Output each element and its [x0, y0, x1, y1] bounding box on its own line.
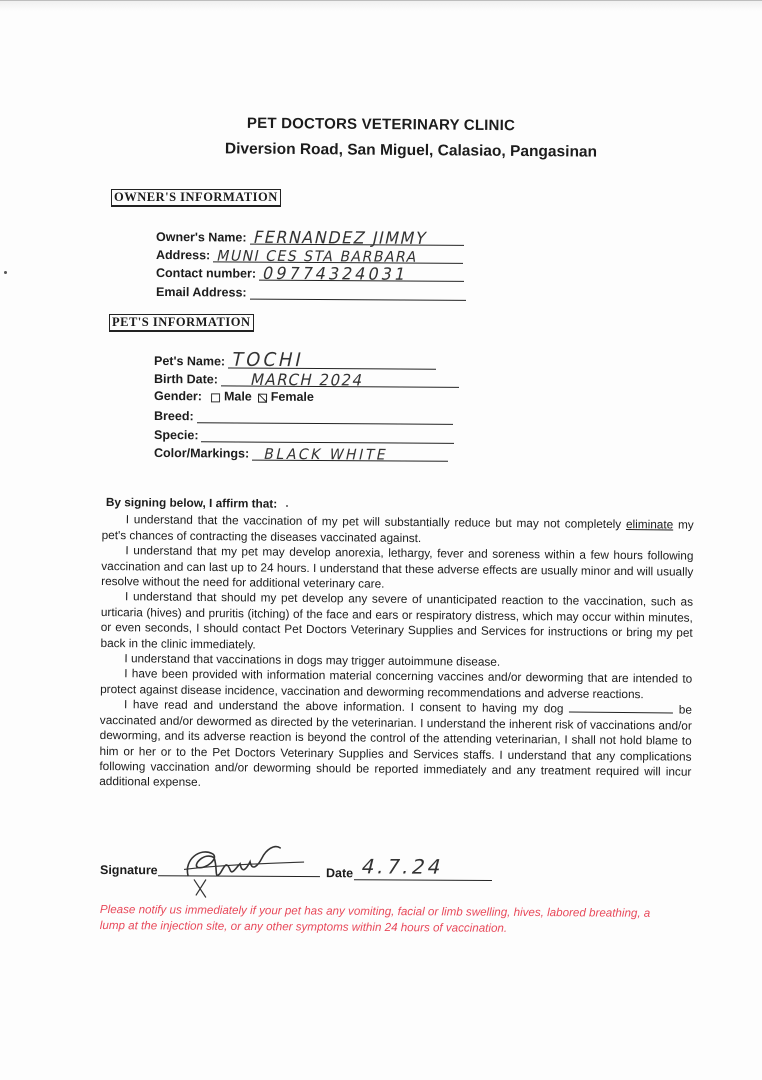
contact-label: Contact number: — [156, 266, 257, 281]
email-field[interactable] — [250, 284, 466, 301]
date-value: 4.7.24 — [358, 854, 447, 879]
female-option-label: Female — [270, 389, 314, 404]
contact-row — [156, 263, 464, 285]
birth-date-field[interactable] — [221, 370, 459, 390]
breed-label: Breed: — [154, 409, 194, 424]
handwritten-signature — [154, 839, 324, 900]
pet-name-row — [154, 348, 436, 372]
affirmation-p1-text-a: I understand that the vaccination of my pet will substantially reduce but may not completely — [125, 512, 627, 532]
address-label: Address: — [156, 248, 211, 263]
gender-label: Gender: — [154, 389, 203, 404]
affirmation-block — [99, 495, 694, 795]
breed-row — [154, 407, 453, 425]
male-option-label: Male — [223, 389, 252, 404]
birth-date-value: MARCH 2024 — [248, 370, 366, 390]
owner-name-value: FERNANDEZ JIMMY — [251, 227, 429, 249]
scan-speck — [4, 271, 7, 274]
male-checkbox[interactable] — [211, 393, 220, 402]
owner-name-label: Owner's Name: — [156, 230, 247, 245]
clinic-address: Diversion Road, San Miguel, Calasiao, Pangasinan — [224, 140, 598, 161]
affirmation-paragraph-4: I understand that vaccinations in dogs may trigger autoimmune disease. — [124, 651, 501, 669]
email-row — [156, 283, 466, 301]
date-line[interactable] — [354, 879, 492, 881]
address-row — [156, 246, 463, 264]
birth-date-row — [154, 370, 459, 388]
email-label: Email Address: — [156, 285, 247, 300]
address-field[interactable] — [213, 246, 463, 264]
affirmation-p6-text-a: I have read and understand the above information. I consent to having my dog — [123, 697, 570, 716]
affirmation-p1-underlined: eliminate — [625, 517, 674, 532]
affirmation-paragraph-2: I understand that my pet may develop anorexia, lethargy, fever and soreness within a few hours following vaccination and can last up to 24 hours. I understand that these adverse effects are usually minor and will usually resolve without the need for additional veterinary care. — [101, 543, 694, 591]
dog-name-blank[interactable] — [569, 702, 673, 714]
color-markings-label: Color/Markings: — [154, 446, 250, 461]
address-value: MUNI CES STA BARBARA — [215, 247, 420, 266]
contact-value: 09774324031 — [260, 263, 411, 285]
specie-field[interactable] — [201, 426, 454, 444]
owner-name-row — [156, 227, 464, 249]
pet-name-label: Pet's Name: — [154, 354, 226, 369]
signature-row — [99, 854, 500, 889]
affirmation-p6-text-b: be vaccinated and/or dewormed as directed by the veterinarian. I understand the inherent risk of vaccinations and/or deworming, and its adverse reaction is beyond the control of the attending veterinarian, I shall not hold blame to him or her or to the Pet Doctors Veterinary Supplies and Services staffs. I understand that any complications following vaccination and/or deworming should be reported immediately and any treatment required will incur additional expense. — [99, 702, 693, 790]
affirmation-paragraph-3: I understand that should my pet develop any severe of unanticipated reaction to the vaccination, such as urticaria (hives) and pruritis (itching) of the face and ears or respiratory distress, which may occur within minutes, or even seconds, I should contact Pet Doctors Veterinary Supplies and Services for instructions or bring my pet back in the clinic immediately. — [100, 589, 694, 652]
affirmation-intro: By signing below, I affirm that: — [105, 495, 278, 511]
color-markings-field[interactable] — [252, 445, 448, 462]
specie-label: Specie: — [154, 428, 199, 443]
affirmation-p1-text-b: my pet's chances of contracting the diseases vaccinated against. — [101, 517, 694, 545]
clinic-name: PET DOCTORS VETERINARY CLINIC — [246, 114, 516, 135]
pet-name-value: TOCHI — [229, 348, 307, 372]
post-vaccination-notice: Please notify us immediately if your pet has any vomiting, facial or limb swelling, hives, labored breathing, a lump at the injection site, or any other symptoms within 24 hours of vaccination. — [99, 903, 651, 935]
color-markings-value: BLACK WHITE — [262, 446, 390, 464]
color-markings-row — [154, 444, 448, 462]
affirmation-paragraph-6 — [99, 697, 692, 795]
owner-name-field[interactable] — [250, 227, 464, 249]
owner-section-title: OWNER'S INFORMATION — [111, 189, 281, 207]
gender-row — [154, 389, 318, 404]
signature-label: Signature — [99, 862, 158, 878]
breed-field[interactable] — [197, 407, 453, 425]
pet-section-title: PET'S INFORMATION — [109, 314, 254, 332]
birth-date-label: Birth Date: — [154, 372, 218, 387]
contact-field[interactable] — [259, 263, 464, 285]
date-label: Date — [325, 866, 354, 881]
affirmation-paragraph-5: I have been provided with information material concerning vaccines and/or deworming that are intended to protect against disease incidence, vaccination and deworming recommendations and adverse reactions. — [100, 666, 693, 702]
scan-speck — [286, 505, 288, 507]
page-top-edge — [0, 0, 762, 11]
specie-row — [154, 426, 455, 444]
pet-name-field[interactable] — [228, 348, 436, 372]
female-checkbox[interactable] — [258, 394, 267, 403]
